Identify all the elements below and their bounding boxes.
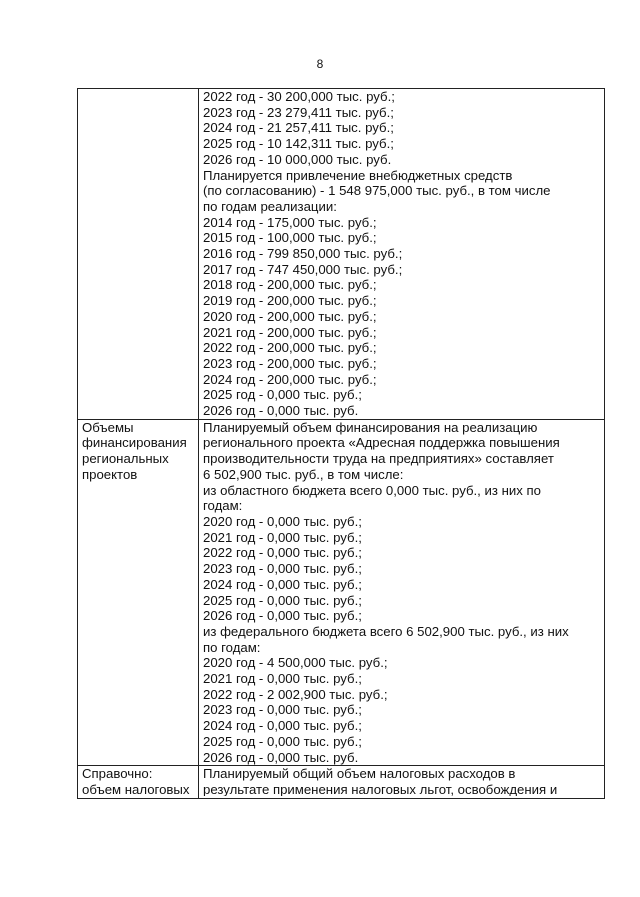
content-line: 2022 год - 200,000 тыс. руб.; — [203, 340, 377, 356]
content-line: 2024 год - 200,000 тыс. руб.; — [203, 371, 377, 387]
content-line: результате применения налоговых льгот, освобождения и — [203, 781, 558, 797]
content-line: по годам: — [203, 639, 261, 655]
content-line: 2018 год - 200,000 тыс. руб.; — [203, 277, 377, 293]
content-line: 2023 год - 0,000 тыс. руб.; — [203, 561, 362, 577]
content-line: 2017 год - 747 450,000 тыс. руб.; — [203, 261, 403, 277]
content-line: 2020 год - 0,000 тыс. руб.; — [203, 513, 362, 529]
row-label: Объемы финансирования региональных проектов — [82, 419, 187, 482]
content-line: 2026 год - 0,000 тыс. руб.; — [203, 608, 362, 624]
content-line: 2016 год - 799 850,000 тыс. руб.; — [203, 246, 403, 262]
content-line: по годам реализации: — [203, 198, 337, 214]
table-body — [78, 89, 605, 799]
row-content — [203, 89, 600, 419]
content-line: 2022 год - 0,000 тыс. руб.; — [203, 545, 362, 561]
content-line: 2025 год - 0,000 тыс. руб.; — [203, 733, 362, 749]
row-content-cell — [199, 419, 605, 765]
row-label: Справочно: объем налоговых — [82, 766, 190, 797]
row-content-cell — [199, 89, 605, 420]
row-label-cell — [78, 766, 199, 798]
table-row — [78, 89, 605, 420]
content-line: Планируемый общий объем налоговых расходов в — [203, 766, 516, 782]
content-line: 2019 год - 200,000 тыс. руб.; — [203, 293, 377, 309]
content-line: 2021 год - 0,000 тыс. руб.; — [203, 529, 362, 545]
content-line: 2022 год - 2 002,900 тыс. руб.; — [203, 686, 388, 702]
content-line: 2025 год - 10 142,311 тыс. руб.; — [203, 136, 394, 152]
content-line: 2026 год - 0,000 тыс. руб. — [203, 749, 359, 765]
row-content — [203, 420, 600, 765]
content-line: 2025 год - 0,000 тыс. руб.; — [203, 387, 362, 403]
content-line: Планируемый объем финансирования на реализацию — [203, 419, 538, 435]
content-line: 2020 год - 200,000 тыс. руб.; — [203, 308, 377, 324]
row-content-cell — [199, 766, 605, 798]
content-line: регионального проекта «Адресная поддержка повышения — [203, 435, 560, 451]
content-line: 2020 год - 4 500,000 тыс. руб.; — [203, 655, 388, 671]
content-line: 2026 год - 10 000,000 тыс. руб. — [203, 151, 392, 167]
page-number: 8 — [316, 57, 324, 71]
content-line: 2015 год - 100,000 тыс. руб.; — [203, 230, 377, 246]
content-line: 2025 год - 0,000 тыс. руб.; — [203, 592, 362, 608]
content-line: из областного бюджета всего 0,000 тыс. руб., из них по — [203, 482, 541, 498]
content-line: производительности труда на предприятиях» составляет — [203, 451, 554, 467]
content-line: 2024 год - 21 257,411 тыс. руб.; — [203, 120, 394, 136]
row-label-cell — [78, 419, 199, 765]
table-row — [78, 766, 605, 798]
content-line: из федерального бюджета всего 6 502,900 тыс. руб., из них — [203, 623, 569, 639]
content-line: 2023 год - 200,000 тыс. руб.; — [203, 355, 377, 371]
content-line: 2026 год - 0,000 тыс. руб. — [203, 403, 359, 419]
content-line: 2024 год - 0,000 тыс. руб.; — [203, 718, 362, 734]
row-label-cell — [78, 89, 199, 420]
table-row — [78, 419, 605, 765]
content-line: 2021 год - 200,000 тыс. руб.; — [203, 324, 377, 340]
content-line: 2014 год - 175,000 тыс. руб.; — [203, 214, 377, 230]
content-line: 2023 год - 0,000 тыс. руб.; — [203, 702, 362, 718]
content-line: годам: — [203, 498, 243, 514]
content-line: 2024 год - 0,000 тыс. руб.; — [203, 576, 362, 592]
passport-table — [77, 88, 605, 799]
content-line: Планируется привлечение внебюджетных средств — [203, 167, 513, 183]
content-line: 2022 год - 30 200,000 тыс. руб.; — [203, 89, 395, 104]
row-content — [203, 766, 600, 796]
content-line: (по согласованию) - 1 548 975,000 тыс. руб., в том числе — [203, 183, 551, 199]
content-line: 6 502,900 тыс. руб., в том числе: — [203, 466, 404, 482]
content-line: 2021 год - 0,000 тыс. руб.; — [203, 671, 362, 687]
content-line: 2023 год - 23 279,411 тыс. руб.; — [203, 104, 394, 120]
